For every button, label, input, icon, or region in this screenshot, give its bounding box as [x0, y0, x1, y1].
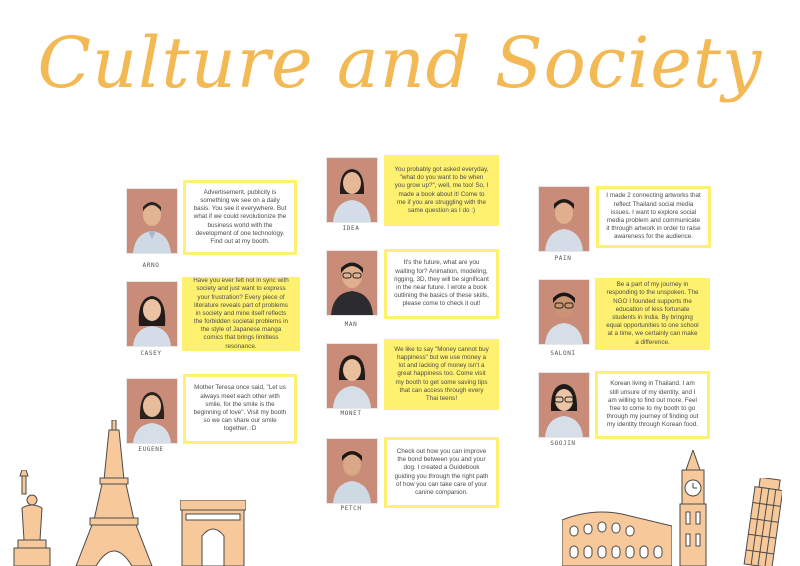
arc-de-triomphe-icon	[180, 500, 246, 566]
eiffel-tower-icon	[72, 420, 156, 566]
student-photo	[126, 188, 178, 254]
student-blurb: Advertisement, publicity is something we see on a daily basis. You see it everywhere. But what if we could revolutionize the business world with the development of one technology. Find out at my booth.	[183, 180, 297, 255]
leaning-tower-of-pisa-icon	[736, 478, 782, 566]
big-ben-icon	[674, 450, 712, 566]
student-photo	[538, 279, 590, 345]
colosseum-icon	[562, 506, 672, 566]
student-photo	[538, 372, 590, 438]
student-name: SALONI	[550, 350, 576, 357]
student-blurb: Korean living in Thailand. I am still unsure of my identity, and I am willing to find out more. Feel free to come to my booth to go through my journey of finding out my identity through Korean food.	[595, 371, 710, 439]
statue-of-liberty-icon	[8, 470, 54, 566]
student-photo	[538, 186, 590, 252]
student-blurb: Check out how you can improve the bond between you and your dog. I created a Guidebook guiding you through the right path of how you can take care of your canine companion.	[384, 437, 499, 508]
student-photo	[326, 157, 378, 223]
student-name: MAN	[344, 321, 358, 328]
student-blurb: Have you ever felt not in sync with society and just want to express your frustration? Every piece of literature reveals part of problems in society and mine itself reflects the forbidden societal problems in the style of Japanese manga comics that brings limitless resonance.	[182, 277, 300, 351]
student-name: PAIN	[554, 255, 572, 262]
student-blurb: It's the future, what are you waiting for? Animation, modeling, rigging, 3D, they will be significant in the near future. I wrote a book outlining the basics of these skills, please come to check it out!	[384, 249, 499, 319]
student-photo	[326, 438, 378, 504]
student-blurb: You probably got asked everyday, "what do you want to be when you grow up?", well, me too! So, I made a book about it! Come to me if you are struggling with the same question as I do :)	[384, 155, 499, 226]
student-photo	[126, 281, 178, 347]
student-name: MONET	[340, 410, 362, 417]
student-blurb: Be a part of my journey in responding to the unspoken. The NGO I founded supports the education of less fortunate students in India. By bringing equal opportunities to one school at a time, we certainly can make a difference.	[595, 278, 710, 350]
student-name: ARNO	[142, 262, 160, 269]
student-name: IDEA	[342, 225, 360, 232]
page-title: Culture and Society	[37, 22, 763, 104]
student-name: SOOJIN	[550, 440, 576, 447]
student-blurb: We like to say "Money cannot buy happiness" but we use money a lot and lacking of money isn't a great happiness too. Come visit my booth to get some saving tips that can access through every Thai teens!	[384, 339, 499, 410]
student-name: EUGENE	[138, 446, 164, 453]
student-name: PETCH	[340, 505, 362, 512]
student-blurb: Mother Teresa once said, "Let us always meet each other with smile, for the smile is the beginning of love". Visit my booth so we can share our smile together. :D	[183, 374, 297, 444]
student-name: CASEY	[140, 350, 162, 357]
student-photo	[326, 250, 378, 316]
student-blurb: I made 2 connecting artworks that reflect Thailand social media issues. I want to explore social media problem and communicate it through artwork in order to raise awareness for the audience.	[596, 186, 711, 248]
student-photo	[326, 343, 378, 409]
